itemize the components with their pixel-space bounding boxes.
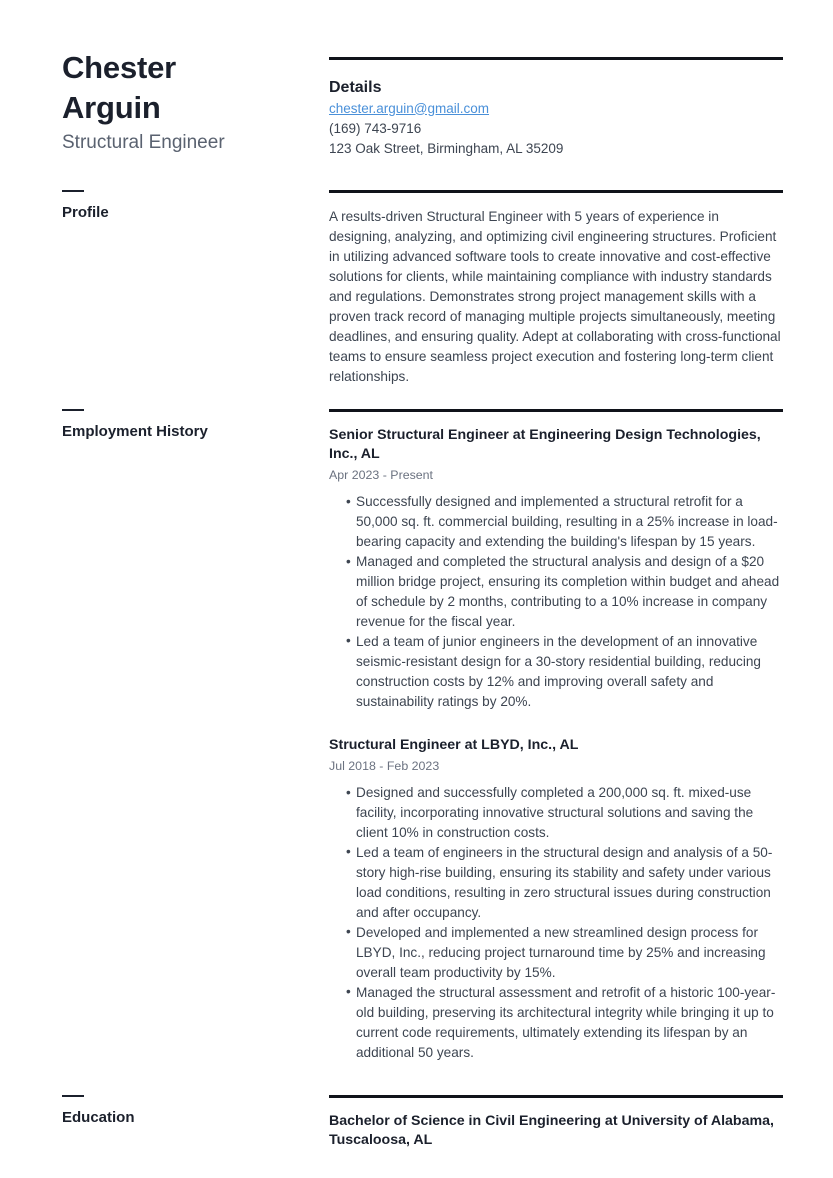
list-item: • Managed and completed the structural analysis and design of a $20 million bridge project, ensuring its completion within budget and ahead of schedule by 2 months, contributing to a 10% increase in company revenue for the fiscal year. xyxy=(346,552,783,632)
list-item: • Managed the structural assessment and retrofit of a historic 100-year-old building, preserving its architectural integrity while bringing it up to current code requirements, ultimately extending its lifespan by an additional 50 years. xyxy=(346,983,783,1063)
page-title xyxy=(62,48,252,127)
section-label-employment-history: Employment History xyxy=(62,423,208,441)
education-label-dash xyxy=(62,1095,84,1097)
spacer-before-profile-right xyxy=(329,159,783,190)
list-item: • Led a team of junior engineers in the development of an innovative seismic-resistant design for a 30-story residential building, reducing construction costs by 12% and improving overall safety and sustainability ratings by 20%. xyxy=(346,632,783,712)
profile-text: A results-driven Structural Engineer with 5 years of experience in designing, analyzing, and optimizing civil engineering structures. Proficient in utilizing advanced software tools to create innovative and cost-effective solutions for clients, while maintaining compliance with industry standards and regulations. Demonstrates strong project management skills with a proven track record of managing multiple projects simultaneously, meeting deadlines, and ensuring quality. Adept at collaborating with cross-functional teams to ensure seamless project execution and fostering long-term client relationships. xyxy=(329,209,781,385)
details-block xyxy=(329,0,783,159)
details-email-row xyxy=(329,99,783,119)
education-section-rule xyxy=(329,1095,783,1098)
education-entry-title: Bachelor of Science in Civil Engineering at University of Alabama, Tuscaloosa, AL xyxy=(329,1112,774,1148)
details-address: 123 Oak Street, Birmingham, AL 35209 xyxy=(329,141,564,157)
employment-entry xyxy=(329,736,783,1063)
first-name: Chester xyxy=(62,50,177,85)
job-title-subtitle: Structural Engineer xyxy=(62,132,225,154)
employment-label-dash xyxy=(62,409,84,411)
employment-entry-title: Structural Engineer at LBYD, Inc., AL xyxy=(329,736,579,753)
profile-label-dash xyxy=(62,190,84,192)
spacer-before-profile xyxy=(62,159,329,190)
spacer-before-employment xyxy=(62,387,329,409)
education-label-cell xyxy=(62,1095,329,1150)
profile-section-rule xyxy=(329,190,783,193)
employment-entry-bullets xyxy=(329,492,783,712)
email-link[interactable]: chester.arguin@gmail.com xyxy=(329,100,490,116)
list-item: • Successfully designed and implemented a structural retrofit for a 50,000 sq. ft. commercial building, resulting in a 25% increase in load-bearing capacity and extending the building's lifespan by 15 years. xyxy=(346,492,783,552)
spacer-before-employment-right xyxy=(329,387,783,409)
section-label-profile: Profile xyxy=(62,204,109,222)
details-phone: (169) 743-9716 xyxy=(329,120,422,136)
header-identity-block xyxy=(62,0,329,159)
spacer-before-education-right xyxy=(329,1063,783,1095)
employment-entry-dates: Apr 2023 - Present xyxy=(329,467,434,482)
list-item: • Led a team of engineers in the structural design and analysis of a 50-story high-rise building, ensuring its stability and safety under various load conditions, resulting in zero structural issues during construction and after occupancy. xyxy=(346,843,783,923)
employment-label-cell xyxy=(62,409,329,1063)
section-label-education: Education xyxy=(62,1108,135,1126)
education-content-cell xyxy=(329,1095,783,1150)
employment-entry-bullets xyxy=(329,783,783,1063)
details-heading: Details xyxy=(329,79,382,96)
last-name: Arguin xyxy=(62,89,161,125)
employment-content-cell xyxy=(329,409,783,1063)
details-section-rule xyxy=(329,57,783,60)
employment-section-rule xyxy=(329,409,783,412)
profile-content-cell xyxy=(329,190,783,387)
spacer-before-education xyxy=(62,1063,329,1095)
list-item: • Developed and implemented a new streamlined design process for LBYD, Inc., reducing project turnaround time by 25% and increasing overall team productivity by 15%. xyxy=(346,923,783,983)
profile-label-cell xyxy=(62,190,329,387)
employment-entry-title: Senior Structural Engineer at Engineering Design Technologies, Inc., AL xyxy=(329,427,761,462)
employment-entry xyxy=(329,426,783,712)
employment-entry-dates: Jul 2018 - Feb 2023 xyxy=(329,758,440,773)
resume-grid xyxy=(62,0,783,1149)
list-item: • Designed and successfully completed a 200,000 sq. ft. mixed-use facility, incorporating innovative structural solutions and saving the client 10% in construction costs. xyxy=(346,783,783,843)
